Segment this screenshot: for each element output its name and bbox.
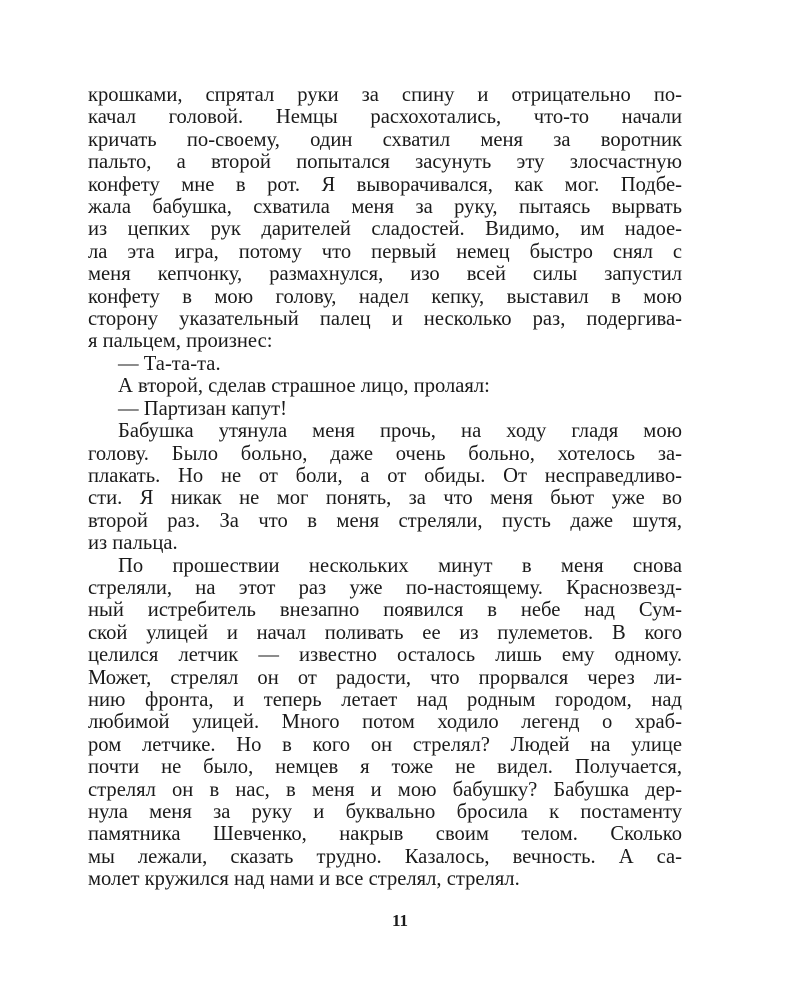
text-line: сти. Я никак не мог понять, за что меня бьют уже во — [88, 487, 682, 510]
text-line: кричать по-своему, один схватил меня за воротник — [88, 128, 682, 151]
dialog-line: — Партизан капут! — [118, 397, 287, 420]
text-line: из пальца. — [88, 532, 178, 555]
text-line: ром летчике. Но в кого он стрелял? Людей на улице — [88, 733, 682, 756]
text-line: нула меня за руку и буквально бросила к постаменту — [88, 801, 682, 823]
text-line: стрелял он в нас, в меня и мою бабушку? Бабушка дер- — [88, 778, 682, 801]
text-line: почти не было, немцев я тоже не видел. Получается, — [88, 756, 682, 779]
text-line: Бабушка утянула меня прочь, на ходу гладя мою — [118, 420, 682, 443]
text-line: качал головой. Немцы расхохотались, что-то начали — [88, 106, 682, 129]
text-line: я пальцем, произнес: — [88, 330, 273, 353]
text-line: из цепких рук дарителей сладостей. Видимо, им надое- — [88, 218, 682, 241]
text-line: целился летчик — известно осталось лишь ему одному. — [88, 644, 682, 667]
text-line: стреляли, на этот раз уже по-настоящему. Краснозвезд- — [88, 576, 682, 599]
text-line: мы лежали, сказать трудно. Казалось, вечность. А са- — [88, 845, 682, 868]
page-number: 11 — [391, 911, 409, 930]
text-line: любимой улицей. Много потом ходило легенд о храб- — [88, 711, 682, 734]
text-line: ла эта игра, потому что первый немец быстро снял с — [88, 240, 682, 263]
text-line: пальто, а второй попытался засунуть эту злосчастную — [88, 151, 682, 174]
text-line: По прошествии нескольких минут в меня снова — [118, 554, 682, 577]
text-line: конфету в мою голову, надел кепку, выставил в мою — [88, 285, 682, 308]
text-line: меня кепчонку, размахнулся, изо всей силы запустил — [88, 263, 682, 286]
text-line: молет кружился над нами и все стрелял, стрелял. — [88, 868, 520, 891]
dialog-line: — Та-та-та. — [118, 352, 221, 375]
text-line: плакать. Но не от боли, а от обиды. От несправедливо- — [88, 464, 682, 487]
text-line: сторону указательный палец и несколько раз, подергива- — [88, 308, 682, 331]
page-text — [88, 84, 682, 891]
text-line: памятника Шевченко, накрыв своим телом. Сколько — [88, 823, 682, 846]
text-line: нию фронта, и теперь летает над родным городом, над — [88, 688, 682, 711]
text-line: Может, стрелял он от радости, что прорвался через ли- — [88, 666, 682, 689]
text-line: жала бабушка, схватила меня за руку, пытаясь вырвать — [88, 196, 682, 219]
text-line: конфету мне в рот. Я выворачивался, как мог. Подбе- — [88, 173, 682, 196]
text-line: крошками, спрятал руки за спину и отрицательно по- — [88, 84, 682, 106]
text-line: А второй, сделав страшное лицо, пролаял: — [118, 375, 490, 398]
text-line: голову. Было больно, даже очень больно, хотелось за- — [88, 442, 682, 465]
text-line: второй раз. За что в меня стреляли, пусть даже шутя, — [88, 509, 682, 532]
text-line: ской улицей и начал поливать ее из пулеметов. В кого — [88, 621, 682, 644]
text-line: ный истребитель внезапно появился в небе над Сум- — [88, 599, 682, 622]
